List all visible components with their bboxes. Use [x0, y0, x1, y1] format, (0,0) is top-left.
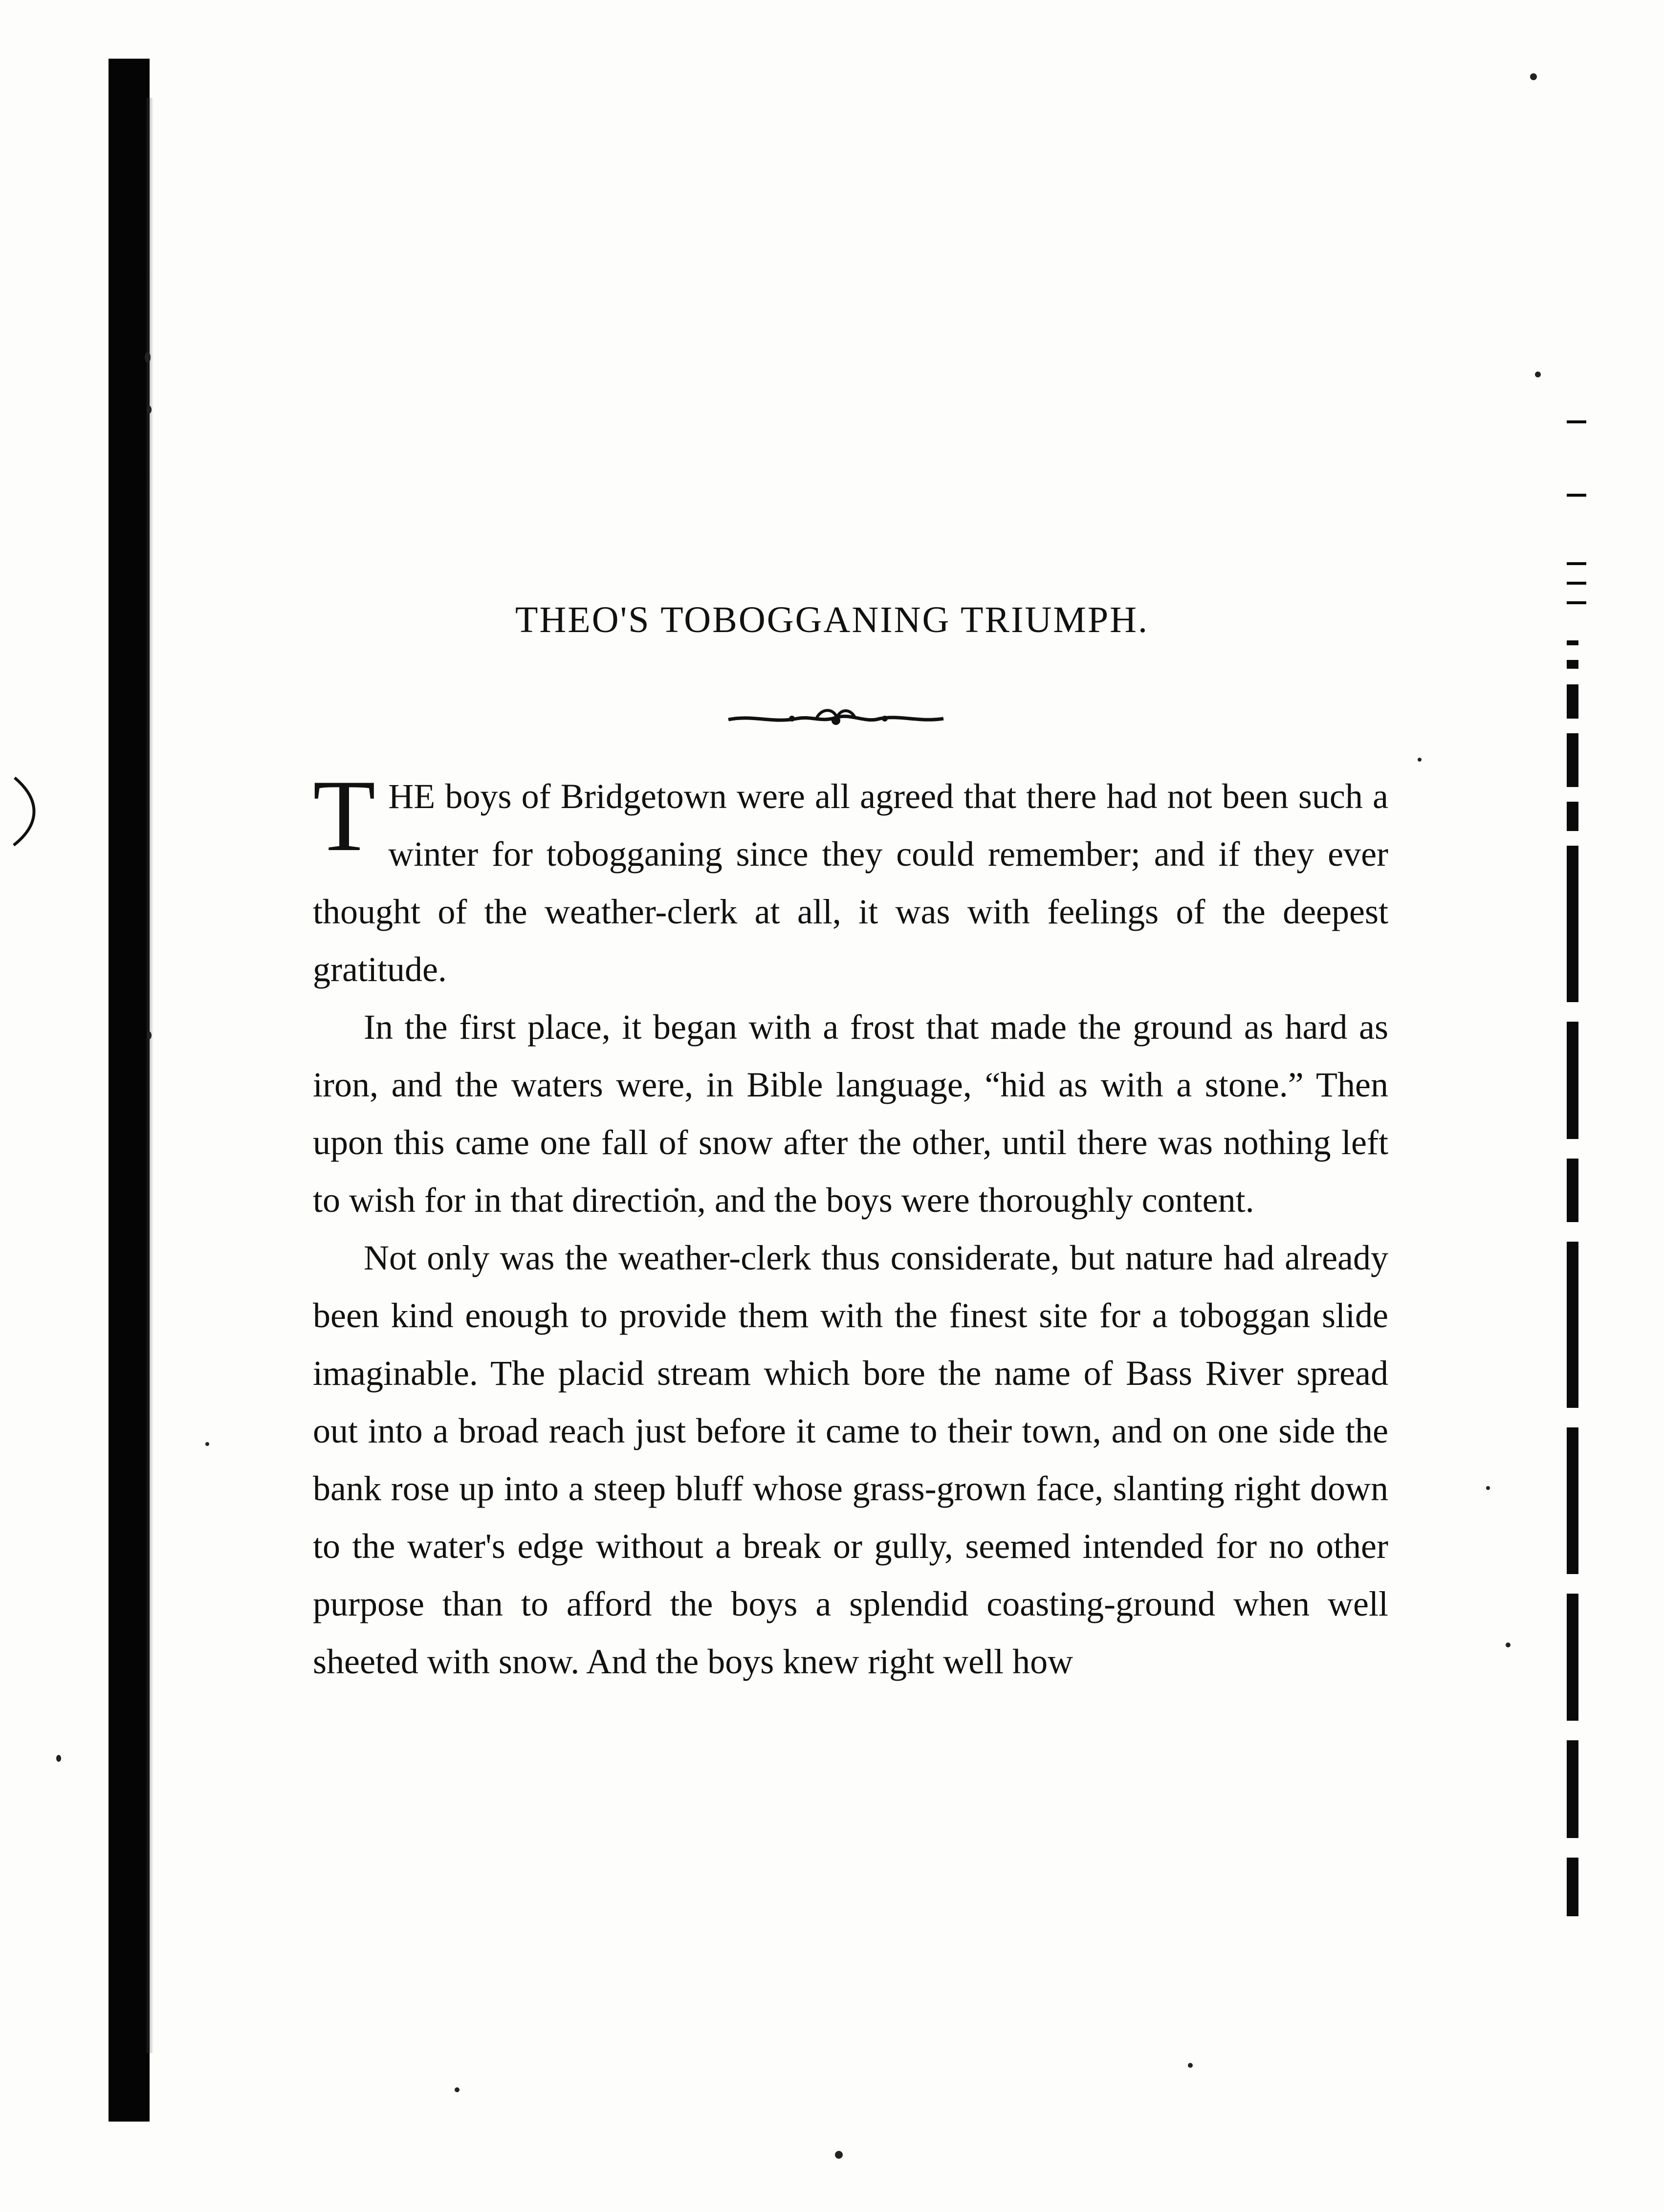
- drop-cap: T: [313, 759, 376, 873]
- speck: [1188, 2063, 1193, 2068]
- margin-pencil-mark: [11, 775, 45, 848]
- speck: [145, 352, 151, 363]
- paragraph-3: Not only was the weather-clerk thus considerate, but nature had already been kind enough to provide them with the finest site for a toboggan slide imaginable. The placid stream which bore the name of Bass River spread out into a broad reach just before it came to their town, and on one side the bank rose up into a steep bluff whose grass-grown face, slanting right down to the water's edge without a break or gully, seemed intended for no other purpose than to afford the boys a splendid coasting-ground when well sheeted with snow. And the boys knew right well how: [313, 1238, 1388, 1681]
- speck: [1530, 73, 1537, 80]
- paragraph-1-text: HE boys of Bridgetown were all agreed that there had not been such a winter for tobogganing since they could remember; and if they ever thought of the weather-clerk at all, it was with feelings of the deepest gratitude.: [313, 777, 1388, 989]
- speck: [205, 1442, 209, 1446]
- speck: [1486, 1486, 1490, 1490]
- speck: [147, 1031, 152, 1039]
- paragraph-1: [313, 759, 1388, 998]
- body-text: [313, 759, 1388, 1690]
- speck: [1535, 372, 1541, 377]
- speck: [56, 1755, 61, 1762]
- scan-edge-marks: [1567, 420, 1596, 1936]
- speck: [1418, 758, 1422, 762]
- scan-binding-edge: [147, 98, 153, 2053]
- chapter-title: THEO'S TOBOGGANING TRIUMPH.: [515, 599, 1149, 640]
- speck: [1506, 1643, 1511, 1647]
- speck: [147, 406, 152, 414]
- speck: [835, 2151, 843, 2159]
- speck: [455, 2087, 460, 2092]
- scan-binding-shadow: [109, 59, 150, 2122]
- ornament-flourish: [723, 704, 948, 733]
- paragraph-2: In the first place, it began with a frost that made the ground as hard as iron, and the waters were, in Bible language, “hid as with a stone.” Then upon this came one fall of snow after the other, until there was nothing left to wish for in that direction, and the boys were thoroughly content.: [313, 1007, 1388, 1220]
